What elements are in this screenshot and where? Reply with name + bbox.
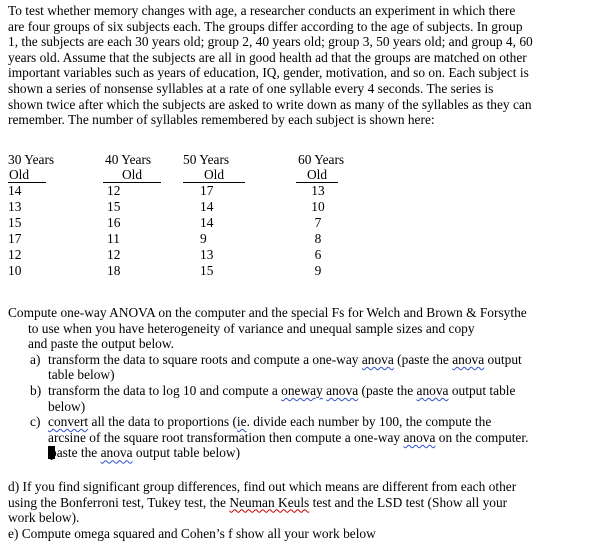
spellcheck-word: anova bbox=[100, 445, 133, 461]
table-cell: 15 bbox=[8, 215, 22, 230]
column-subheader: Old bbox=[103, 167, 161, 183]
spellcheck-word: anova bbox=[416, 382, 449, 398]
column-header: 60 Years bbox=[298, 152, 345, 167]
spellcheck-word: convert bbox=[48, 414, 89, 430]
task-b-line-1 bbox=[48, 383, 608, 399]
spellcheck-word: anova bbox=[452, 351, 485, 367]
intro-line: years old. Assume that the subjects are all in good health ad that the groups are matched on other bbox=[8, 49, 527, 65]
table-cell: 13 bbox=[200, 247, 214, 262]
text-run: arcsine of the square root transformation then compute a one-way bbox=[48, 429, 404, 445]
column-header: 30 Years bbox=[8, 152, 55, 167]
text-run: (paste the bbox=[358, 382, 417, 398]
spellcheck-word: oneway bbox=[281, 382, 323, 398]
task-d-line-2 bbox=[8, 495, 608, 511]
intro-line: important variables such as years of education, IQ, gender, motivation, and so on. Each subject is bbox=[8, 65, 529, 81]
column-subheader: Old bbox=[8, 167, 46, 183]
intro-line: shown a series of nonsense syllables at a rate of one syllable every 4 seconds. The series is bbox=[8, 80, 494, 96]
task-main-line: and paste the output below. bbox=[28, 336, 175, 352]
text-run: output table below) bbox=[132, 445, 241, 461]
text-run: all the data to proportions ( bbox=[88, 414, 237, 430]
intro-line: To test whether memory changes with age, a researcher conducts an experiment in which there bbox=[8, 3, 516, 18]
tasks-section bbox=[8, 305, 608, 541]
text-run: paste the bbox=[50, 445, 101, 461]
table-cell: 15 bbox=[200, 263, 214, 278]
table-cell: 16 bbox=[107, 215, 121, 230]
task-b-line-2: below) bbox=[48, 398, 86, 414]
task-c-label: c) bbox=[30, 414, 41, 430]
task-a bbox=[8, 352, 608, 383]
spellcheck-word: Neuman Keuls bbox=[229, 494, 310, 510]
table-cell: 6 bbox=[314, 247, 322, 262]
intro-line: 1, the subjects are each 30 years old; group 2, 40 years old; group 3, 50 years old; and group 4, 60 bbox=[8, 34, 533, 50]
table-cell: 17 bbox=[8, 231, 22, 246]
table-cell: 13 bbox=[8, 199, 22, 214]
text-run: . divide each number by 100, the compute the bbox=[246, 414, 492, 430]
column-subheader: Old bbox=[296, 167, 338, 183]
task-d-line-3: work below). bbox=[8, 510, 80, 526]
text-run: test and the LSD test (Show all your bbox=[309, 494, 508, 510]
paragraph-gap bbox=[8, 461, 608, 479]
task-a-line-1 bbox=[48, 352, 608, 368]
table-cell: 10 bbox=[311, 199, 325, 214]
table-cell: 8 bbox=[314, 231, 322, 246]
text-run: output bbox=[484, 351, 522, 367]
table-cell: 12 bbox=[107, 247, 121, 262]
column-header: 50 Years bbox=[183, 152, 230, 167]
text-run: (paste the bbox=[393, 351, 453, 367]
table-column-30-years bbox=[8, 152, 54, 279]
task-c-line-2 bbox=[48, 430, 608, 446]
task-c-line-3 bbox=[48, 445, 608, 461]
table-cell: 10 bbox=[8, 263, 22, 278]
table-cell: 17 bbox=[200, 183, 214, 198]
spellcheck-word: anova bbox=[361, 351, 394, 367]
table-column-40-years bbox=[105, 152, 163, 279]
table-cell: 11 bbox=[107, 231, 120, 246]
table-cell: 12 bbox=[8, 247, 22, 262]
task-a-line-2: table below) bbox=[48, 367, 115, 383]
task-e-line: e) Compute omega squared and Cohen’s f show all your work below bbox=[8, 525, 376, 541]
text-run: transform the data to square roots and compute a one-way bbox=[48, 351, 362, 367]
table-cell: 14 bbox=[200, 199, 214, 214]
task-main-line: to use when you have heterogeneity of variance and unequal sample sizes and copy bbox=[28, 320, 475, 336]
text-run: using the Bonferroni test, Tukey test, the bbox=[8, 494, 230, 510]
syllables-table bbox=[8, 152, 608, 292]
table-cell: 15 bbox=[107, 199, 121, 214]
task-d-line-1: d) If you find significant group differences, find out which means are different from each other bbox=[8, 478, 517, 494]
task-a-label: a) bbox=[30, 351, 41, 367]
table-cell: 13 bbox=[311, 183, 325, 198]
table-cell: 9 bbox=[314, 263, 322, 278]
spellcheck-word: anova bbox=[326, 382, 359, 398]
table-cell: 14 bbox=[8, 183, 22, 198]
text-run: transform the data to log 10 and compute a bbox=[48, 382, 282, 398]
task-c-line-1 bbox=[48, 414, 608, 430]
table-cell: 12 bbox=[107, 183, 121, 198]
table-cell: 9 bbox=[200, 231, 207, 246]
task-c bbox=[8, 414, 608, 461]
intro-line: are four groups of six subjects each. The groups differ according to the age of subjects. In group bbox=[8, 18, 523, 34]
task-b-label: b) bbox=[30, 382, 42, 398]
text-run: on the computer. bbox=[435, 429, 529, 445]
table-column-50-years bbox=[183, 152, 245, 279]
table-cell: 14 bbox=[200, 215, 214, 230]
table-cell: 7 bbox=[314, 215, 322, 230]
intro-paragraph bbox=[8, 3, 608, 128]
column-header: 40 Years bbox=[105, 152, 152, 167]
task-b bbox=[8, 383, 608, 414]
table-cell: 18 bbox=[107, 263, 121, 278]
spellcheck-word: ie bbox=[236, 414, 247, 430]
intro-line: shown twice after which the subjects are asked to write down as many of the syllables as they can bbox=[8, 96, 532, 112]
intro-line: remember. The number of syllables remembered by each subject is shown here: bbox=[8, 112, 435, 128]
task-main-line: Compute one-way ANOVA on the computer and the special Fs for Welch and Brown & Forsythe bbox=[8, 305, 527, 320]
table-column-60-years bbox=[298, 152, 344, 279]
text-run: output table bbox=[448, 382, 516, 398]
spellcheck-word: anova bbox=[403, 429, 436, 445]
column-subheader: Old bbox=[183, 167, 245, 183]
